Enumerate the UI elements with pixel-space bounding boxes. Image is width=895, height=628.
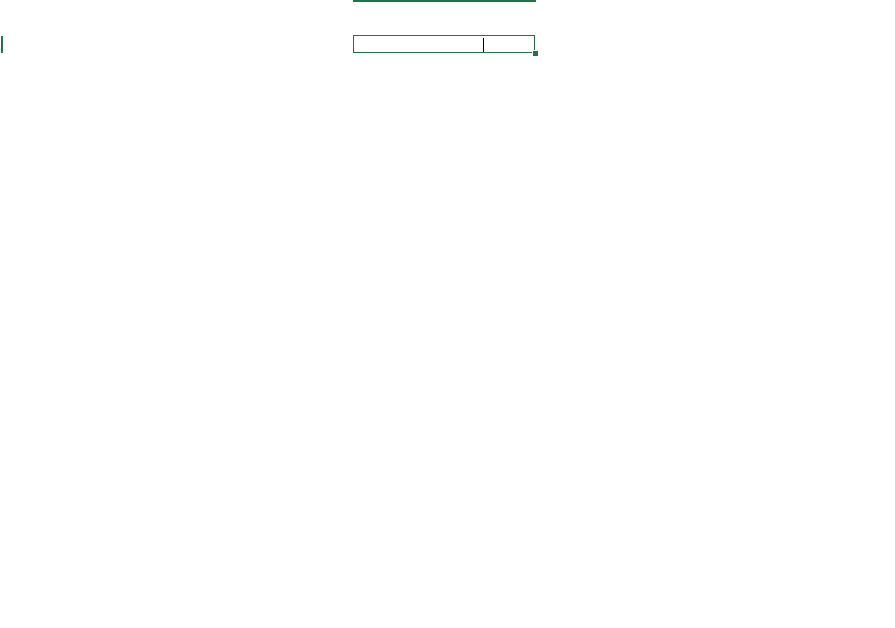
text-caret (483, 38, 484, 52)
title-cell-selection-edge (353, 0, 536, 2)
part-name-cell-edge (1, 36, 3, 53)
material-cell-active[interactable] (353, 35, 535, 53)
fill-handle[interactable] (532, 50, 539, 57)
